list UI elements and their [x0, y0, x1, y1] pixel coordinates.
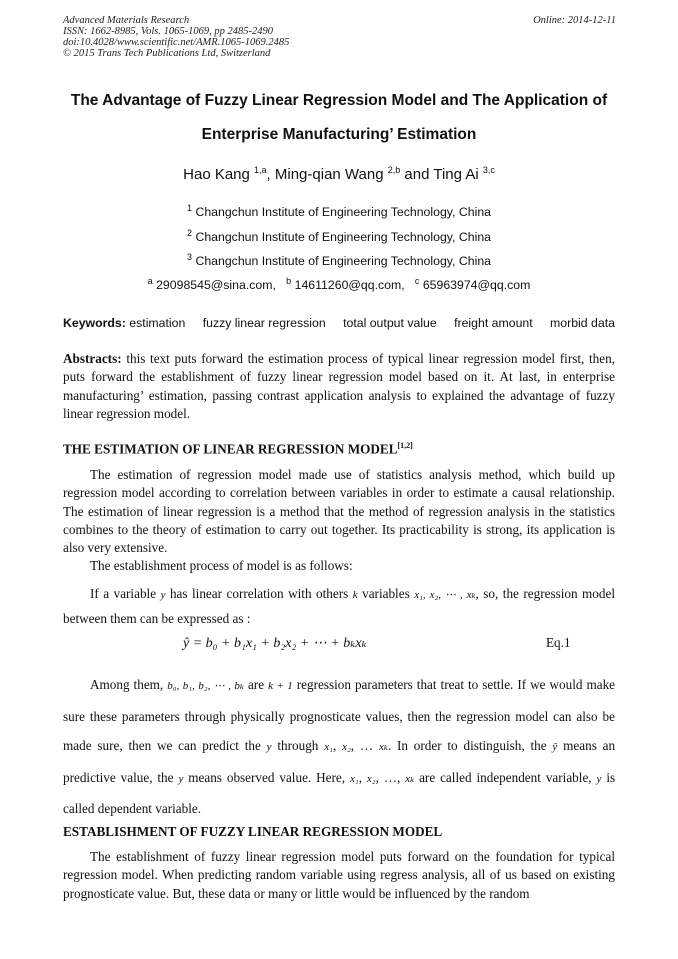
- math-x1: x₁: [324, 741, 333, 753]
- text: are: [247, 677, 265, 692]
- math-xk: xₖ: [405, 772, 415, 785]
- paper-title-line-1: The Advantage of Fuzzy Linear Regression Model and The Application of: [70, 92, 608, 109]
- abstract-label: Abstracts:: [63, 351, 122, 366]
- email-list: [0, 276, 678, 292]
- equation-formula: ŷ = b₀ + b₁x₁ + b₂x₂ + ⋯ + bₖxₖ: [183, 636, 367, 651]
- doi-line: doi:10.4028/www.scientific.net/AMR.1065-1069.2485: [63, 37, 290, 48]
- section-1-paragraph-2: The establishment process of model is as follows:: [90, 558, 353, 573]
- text: regression parameters that treat to settle. If we would make sure these parameters through physically prognosticate values, then the regression model can also be made sure, then we can predict the: [63, 677, 616, 753]
- author-list: Hao Kang $^{1,a}$, Ming-qian Wang $^{2,b}$ and Ting Ai $^{3,c}$: [183, 165, 495, 183]
- text: , so, the regression model between them can be expressed as :: [63, 586, 616, 626]
- math-x1: x₁: [349, 772, 359, 785]
- affiliation-2-text: Changchun Institute of Engineering Technology, China: [195, 230, 491, 245]
- section-1-paragraph-4: Among them, b₀, b₁, b₂, ⋯ , bₖ are k + 1 regression parameters that treat to settle. If we would make sure these parameters through physically prognosticate values, then the regression model can also be made sure, then we can predict the y through x₁, x₂, … xₖ. In order to distinguish, the ŷ means an predictive value, the y means observed value. Here, x₁, x₂, …, xₖ are called independent variable, y is called dependent variable.: [63, 677, 616, 816]
- section-1-title: THE ESTIMATION OF LINEAR REGRESSION MODEL: [63, 441, 398, 457]
- online-date: Online: 2014-12-11: [533, 15, 616, 26]
- keywords-label: Keywords:: [63, 316, 126, 330]
- text: If a variable: [90, 586, 157, 601]
- affiliation-1-marker: 1: [187, 203, 193, 213]
- text: are called independent variable,: [419, 769, 592, 785]
- abstract-text: this text puts forward the estimation process of typical linear regression model first, then, puts forward the establishment of fuzzy linear regression model based on it. At last, in enterprise manufacturing’ estimation, passing contrast application analysis to explained the advantage of fuzzy linear regression model.: [63, 351, 616, 421]
- math-ellipsis: …: [359, 738, 374, 753]
- keywords-line: [63, 316, 615, 330]
- keyword: total output value: [343, 316, 437, 330]
- math-y-hat: ŷ: [552, 741, 558, 753]
- email-2-marker: b: [286, 276, 292, 286]
- author-1-affiliation: 1,a: [254, 165, 267, 175]
- math-y: y: [160, 589, 166, 601]
- math-y: y: [178, 772, 184, 785]
- text: means an predictive value, the: [63, 738, 616, 785]
- text: variables: [362, 586, 410, 601]
- section-2-paragraph-1: The establishment of fuzzy linear regression model puts forward on the foundation for typical regression model. When predicting random variable using regress analysis, all of us based on existing prognosticate value. But, these data or many or little would be influenced by the random: [63, 849, 615, 901]
- author-1: Hao Kang: [183, 166, 250, 183]
- math-xk: xₖ: [378, 741, 388, 753]
- email-3-marker: c: [414, 276, 420, 286]
- math-x2: x₂: [342, 741, 351, 753]
- email-2: 14611260@qq.com,: [294, 278, 405, 293]
- author-2-affiliation: 2,b: [387, 165, 401, 175]
- journal-header: [63, 15, 289, 59]
- section-heading-2: ESTABLISHMENT OF FUZZY LINEAR REGRESSION MODEL: [63, 824, 443, 839]
- section-heading-1: [63, 441, 413, 457]
- text: has linear correlation with others: [169, 586, 349, 601]
- keyword: morbid data: [550, 316, 615, 330]
- affiliation-2-marker: 2: [187, 228, 193, 238]
- author-2: Ming-qian Wang: [274, 166, 384, 183]
- section-1-paragraph-3: [63, 582, 615, 630]
- text: . In order to distinguish, the: [387, 738, 547, 753]
- math-ellipsis: …: [383, 769, 398, 785]
- copyright-line: © 2015 Trans Tech Publications Ltd, Switzerland: [63, 48, 271, 59]
- text: through: [277, 738, 319, 753]
- affiliation-1: [0, 203, 678, 219]
- affiliation-3-text: Changchun Institute of Engineering Technology, China: [195, 254, 491, 269]
- keyword: estimation: [129, 316, 186, 330]
- email-1-marker: a: [147, 276, 153, 286]
- math-k: k: [352, 589, 358, 601]
- math-k-plus-1: k + 1: [268, 680, 293, 692]
- math-y: y: [596, 772, 602, 785]
- text: is called dependent variable.: [63, 769, 616, 816]
- keyword: fuzzy linear regression: [202, 316, 326, 330]
- email-1: 29098545@sina.com,: [156, 278, 276, 293]
- author-3-affiliation: 3,c: [482, 165, 495, 175]
- math-y: y: [266, 741, 272, 753]
- paper-title-line-2: Enterprise Manufacturing’ Estimation: [201, 126, 477, 143]
- text: Among them,: [90, 677, 164, 692]
- section-1-paragraph-1: The estimation of regression model made use of statistics analysis method, which build up regression model according to correlation between variables in order to estimate a causal relationship. The estimation of linear regression is a method that the method of regression analysis in the statistics combines to the theory of estimation to carry out together. Its practicability is strong, its application is also very extensive.: [63, 467, 615, 556]
- math-x-list: x₁, x₂, ⋯ , xₖ: [414, 589, 476, 601]
- keyword: freight amount: [454, 316, 533, 330]
- abstract: [63, 350, 615, 423]
- email-3: 65963974@qq.com: [422, 278, 531, 293]
- section-1-citation: [1,2]: [397, 441, 413, 450]
- issn-line: ISSN: 1662-8985, Vols. 1065-1069, pp 2485-2490: [63, 26, 273, 37]
- journal-name: Advanced Materials Research: [63, 15, 190, 26]
- text: means observed value. Here,: [188, 769, 346, 785]
- author-and: and: [404, 166, 430, 183]
- affiliation-2: [0, 228, 678, 244]
- affiliation-1-text: Changchun Institute of Engineering Technology, China: [195, 205, 491, 220]
- affiliation-3-marker: 3: [187, 252, 193, 262]
- affiliation-3: [0, 252, 678, 268]
- math-b-list: b₀, b₁, b₂, ⋯ , bₖ: [167, 680, 244, 692]
- author-3: Ting Ai: [433, 166, 479, 183]
- equation-label: Eq.1: [546, 635, 571, 650]
- math-x2: x₂: [366, 772, 376, 785]
